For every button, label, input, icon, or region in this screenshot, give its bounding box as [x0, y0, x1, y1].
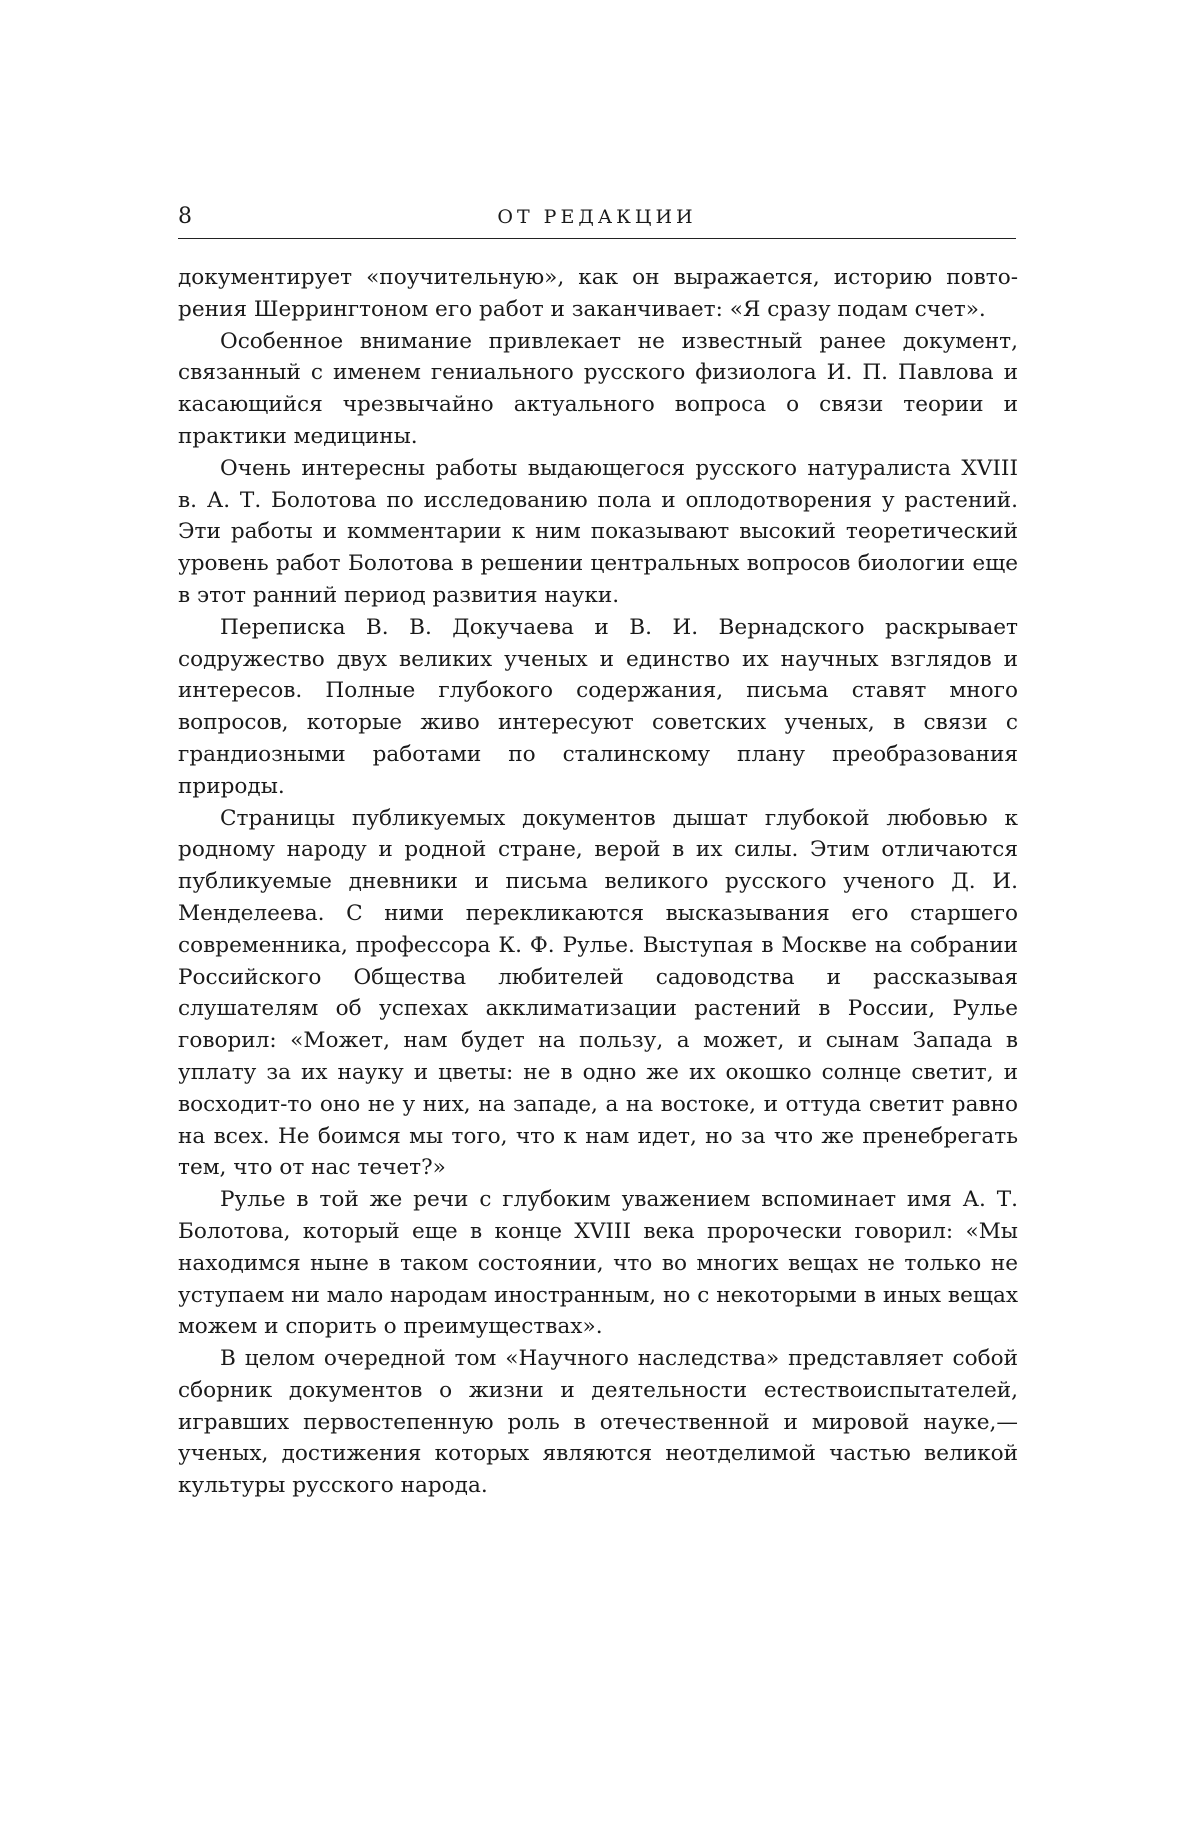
paragraph: Переписка В. В. Докучаева и В. И. Вернадского раскрывает содружество двух великих ученых и единство их научных взглядов и интересов. Полные глубокого содержания, письма ставят много вопросов, которые живо интересуют советских ученых, в связи с грандиозными работами по сталинскому плану преобразования природы.: [178, 612, 1018, 803]
header-rule: [178, 238, 1016, 239]
running-title: ОТ РЕДАКЦИИ: [178, 206, 1016, 228]
book-page: [0, 0, 1200, 1830]
paragraph: Очень интересны работы выдающегося русского натуралиста XVIII в. А. Т. Болотова по исследованию пола и оплодотворения у растений. Эти работы и комментарии к ним показывают высокий теоретический уровень работ Болотова в решении центральных вопросов биологии еще в этот ранний период развития науки.: [178, 453, 1018, 612]
page-number: 8: [178, 204, 192, 229]
paragraph: документирует «поучительную», как он выражается, историю повто­рения Шеррингтоном его работ и заканчивает: «Я сразу подам счет».: [178, 262, 1018, 326]
body-text: [178, 262, 1018, 1502]
running-head: [178, 196, 1016, 230]
paragraph: Рулье в той же речи с глубоким уважением вспоминает имя А. Т. Болотова, который еще в конце XVIII века пророчески го­ворил: «Мы находимся ныне в таком состоянии, что во многих ве­щах не только не уступаем ни мало народам иностранным, но с некоторыми в иных вещах можем и спорить о преимуществах».: [178, 1184, 1018, 1343]
paragraph: В целом очередной том «Научного наследства» представляет собой сборник документов о жизни и деятельности естествоиспы­тателей, игравших первостепенную роль в отечественной и мировой науке,— ученых, достижения которых являются неотделимой частью великой культуры русского народа.: [178, 1343, 1018, 1502]
paragraph: Страницы публикуемых документов дышат глубокой любовью к родному народу и родной стране, верой в их силы. Этим отлича­ются публикуемые дневники и письма великого русского ученого Д. И. Менделеева. С ними перекликаются высказывания его стар­шего современника, профессора К. Ф. Рулье. Выступая в Москве на собрании Российского Общества любителей садоводства и расска­зывая слушателям об успехах акклиматизации растений в России, Рулье говорил: «Может, нам будет на пользу, а может, и сынам За­пада в уплату за их науку и цветы: не в одно же их окошко солнце светит, и восходит-то оно не у них, на западе, а на востоке, и от­туда светит равно на всех. Не боимся мы того, что к нам идет, но за что же пренебрегать тем, что от нас течет?»: [178, 803, 1018, 1185]
paragraph: Особенное внимание привлекает не известный ранее документ, связанный с именем гениального русского физиолога И. П. Павлова и касающийся чрезвычайно актуального вопроса о связи теории и практики медицины.: [178, 326, 1018, 453]
